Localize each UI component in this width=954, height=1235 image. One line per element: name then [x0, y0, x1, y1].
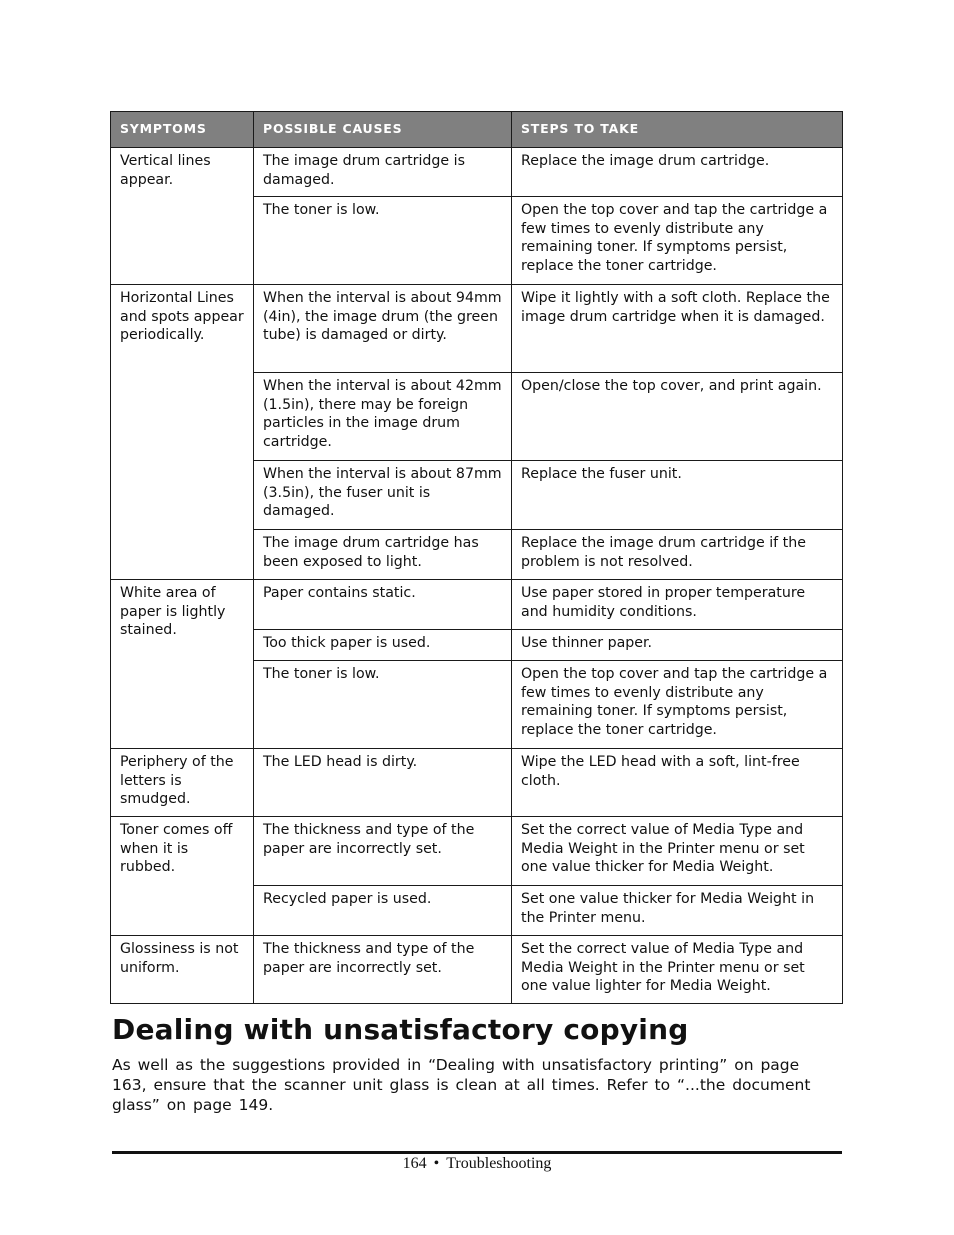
table-row	[111, 580, 843, 630]
section-heading: Dealing with unsatisfactory copying	[112, 1013, 689, 1046]
section-body-paragraph: As well as the suggestions provided in “Dealing with unsatisfactory printing” on page 163, ensure that the scanner unit glass is clean at all times. Refer to “...the document glass” on page 149.	[112, 1056, 811, 1114]
cause-cell: Too thick paper is used.	[254, 630, 512, 661]
symptom-cell: Horizontal Lines and spots appear periodically.	[111, 285, 254, 580]
cause-cell: When the interval is about 42mm (1.5in), there may be foreign particles in the image drum cartridge.	[254, 373, 512, 461]
step-cell: Open/close the top cover, and print again.	[512, 373, 843, 461]
header-symptoms: SYMPTOMS	[111, 112, 254, 148]
step-cell: Set the correct value of Media Type and Media Weight in the Printer menu or set one value thicker for Media Weight.	[512, 817, 843, 886]
cause-cell: The image drum cartridge has been exposed to light.	[254, 530, 512, 580]
cause-cell: The thickness and type of the paper are incorrectly set.	[254, 817, 512, 886]
cause-cell: The toner is low.	[254, 197, 512, 285]
footer-rule	[112, 1151, 842, 1154]
cause-cell: The toner is low.	[254, 661, 512, 749]
step-cell: Wipe the LED head with a soft, lint-free cloth.	[512, 749, 843, 817]
footer-section-name: Troubleshooting	[446, 1155, 552, 1172]
symptom-cell: Glossiness is not uniform.	[111, 936, 254, 1004]
cause-cell: Recycled paper is used.	[254, 886, 512, 936]
cause-cell: The thickness and type of the paper are incorrectly set.	[254, 936, 512, 1004]
cause-cell: The LED head is dirty.	[254, 749, 512, 817]
step-cell: Wipe it lightly with a soft cloth. Replace the image drum cartridge when it is damaged.	[512, 285, 843, 373]
cause-cell: When the interval is about 87mm (3.5in), the fuser unit is damaged.	[254, 461, 512, 530]
page-footer	[0, 1155, 954, 1173]
cause-cell: When the interval is about 94mm (4in), the image drum (the green tube) is damaged or dirty.	[254, 285, 512, 373]
symptom-cell: Periphery of the letters is smudged.	[111, 749, 254, 817]
step-cell: Use paper stored in proper temperature and humidity conditions.	[512, 580, 843, 630]
step-cell: Replace the image drum cartridge if the problem is not resolved.	[512, 530, 843, 580]
cause-cell: Paper contains static.	[254, 580, 512, 630]
table-row	[111, 936, 843, 1004]
table-body	[111, 148, 843, 1004]
page-number: 164	[402, 1155, 427, 1172]
footer-bullet: •	[433, 1155, 440, 1172]
table-row	[111, 817, 843, 886]
step-cell: Open the top cover and tap the cartridge a few times to evenly distribute any remaining toner. If symptoms persist, replace the toner cartridge.	[512, 197, 843, 285]
step-cell: Replace the fuser unit.	[512, 461, 843, 530]
step-cell: Use thinner paper.	[512, 630, 843, 661]
symptom-cell: White area of paper is lightly stained.	[111, 580, 254, 749]
table-row	[111, 285, 843, 373]
step-cell: Open the top cover and tap the cartridge a few times to evenly distribute any remaining toner. If symptoms persist, replace the toner cartridge.	[512, 661, 843, 749]
symptom-cell: Toner comes off when it is rubbed.	[111, 817, 254, 936]
step-cell: Replace the image drum cartridge.	[512, 148, 843, 197]
troubleshooting-table	[110, 111, 843, 1004]
header-possible-causes: POSSIBLE CAUSES	[254, 112, 512, 148]
table-header-row	[111, 112, 843, 148]
symptom-cell: Vertical lines appear.	[111, 148, 254, 285]
step-cell: Set one value thicker for Media Weight in the Printer menu.	[512, 886, 843, 936]
cause-cell: The image drum cartridge is damaged.	[254, 148, 512, 197]
step-cell: Set the correct value of Media Type and Media Weight in the Printer menu or set one value lighter for Media Weight.	[512, 936, 843, 1004]
header-steps-to-take: STEPS TO TAKE	[512, 112, 843, 148]
table-row	[111, 749, 843, 817]
table-row	[111, 148, 843, 197]
